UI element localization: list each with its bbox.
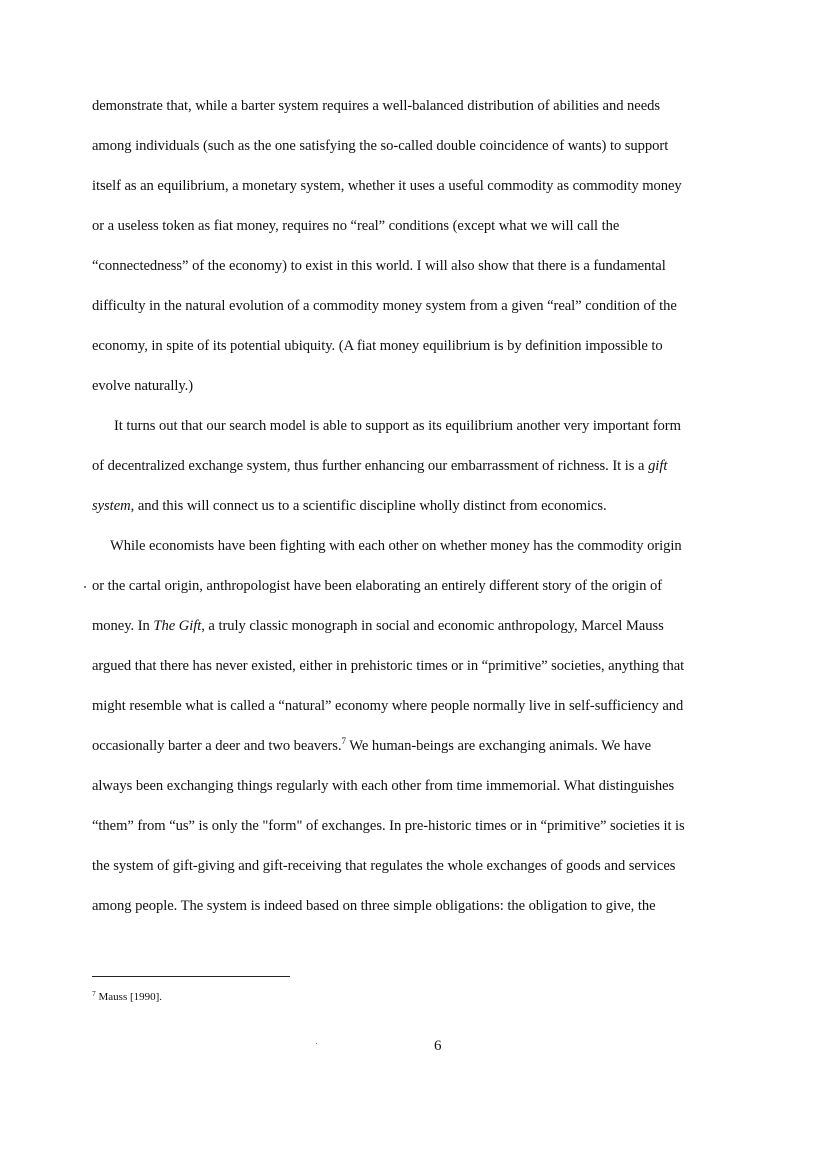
body-line-2: among individuals (such as the one satisfying the so-called double coincidence of wants) to support	[92, 138, 669, 154]
body-text: and this will connect us to a scientific discipline wholly distinct from economics.	[134, 498, 607, 514]
scan-speck	[316, 1043, 317, 1044]
footnote-text: Mauss [1990].	[95, 991, 163, 1003]
body-line-20: the system of gift-giving and gift-receiving that regulates the whole exchanges of goods and services	[92, 858, 676, 874]
body-line-17	[92, 737, 651, 755]
body-line-5: “connectedness” of the economy) to exist in this world. I will also show that there is a fundamental	[92, 258, 666, 274]
body-line-19: “them” from “us” is only the "form" of exchanges. In pre-historic times or in “primitive” societies it is	[92, 818, 685, 834]
body-line-6: difficulty in the natural evolution of a commodity money system from a given “real” condition of the	[92, 298, 677, 314]
body-line-12: While economists have been fighting with each other on whether money has the commodity origin	[110, 538, 682, 554]
scan-speck	[84, 586, 86, 588]
body-text: We human-beings are exchanging animals. We have	[345, 738, 652, 754]
body-line-21: among people. The system is indeed based on three simple obligations: the obligation to give, the	[92, 898, 656, 914]
body-line-4: or a useless token as fiat money, requires no “real” conditions (except what we will call the	[92, 218, 620, 234]
body-line-18: always been exchanging things regularly with each other from time immemorial. What distinguishes	[92, 778, 675, 794]
body-line-16: might resemble what is called a “natural” economy where people normally live in self-sufficiency and	[92, 698, 684, 714]
italic-term-system: system,	[92, 498, 135, 514]
italic-term-gift: gift	[648, 458, 668, 474]
body-text: occasionally barter a deer and two beavers.	[92, 738, 342, 754]
body-line-11	[92, 497, 607, 515]
body-line-10	[92, 457, 667, 475]
footnote-mark: 7	[92, 989, 96, 998]
body-line-3: itself as an equilibrium, a monetary system, whether it uses a useful commodity as commodity money	[92, 178, 682, 194]
footnote-reference[interactable]: 7	[341, 736, 346, 746]
book-title-the-gift: The Gift	[153, 618, 202, 634]
body-line-7: economy, in spite of its potential ubiquity. (A fiat money equilibrium is by definition impossible to	[92, 338, 663, 354]
body-text: money. In	[92, 618, 154, 634]
body-line-8: evolve naturally.)	[92, 378, 194, 394]
body-line-1: demonstrate that, while a barter system requires a well-balanced distribution of abilities and needs	[92, 98, 661, 114]
body-line-14	[92, 617, 664, 635]
body-text: of decentralized exchange system, thus further enhancing our embarrassment of richness. It is a	[92, 458, 649, 474]
body-line-9: It turns out that our search model is able to support as its equilibrium another very important form	[114, 418, 681, 434]
page-number: 6	[434, 1038, 442, 1054]
body-text: , a truly classic monograph in social and economic anthropology, Marcel Mauss	[201, 618, 664, 634]
footnote-divider	[92, 976, 290, 977]
footnote	[92, 990, 162, 1004]
body-line-15: argued that there has never existed, either in prehistoric times or in “primitive” societies, anything that	[92, 658, 685, 674]
body-line-13: or the cartal origin, anthropologist have been elaborating an entirely different story of the origin of	[92, 578, 663, 594]
